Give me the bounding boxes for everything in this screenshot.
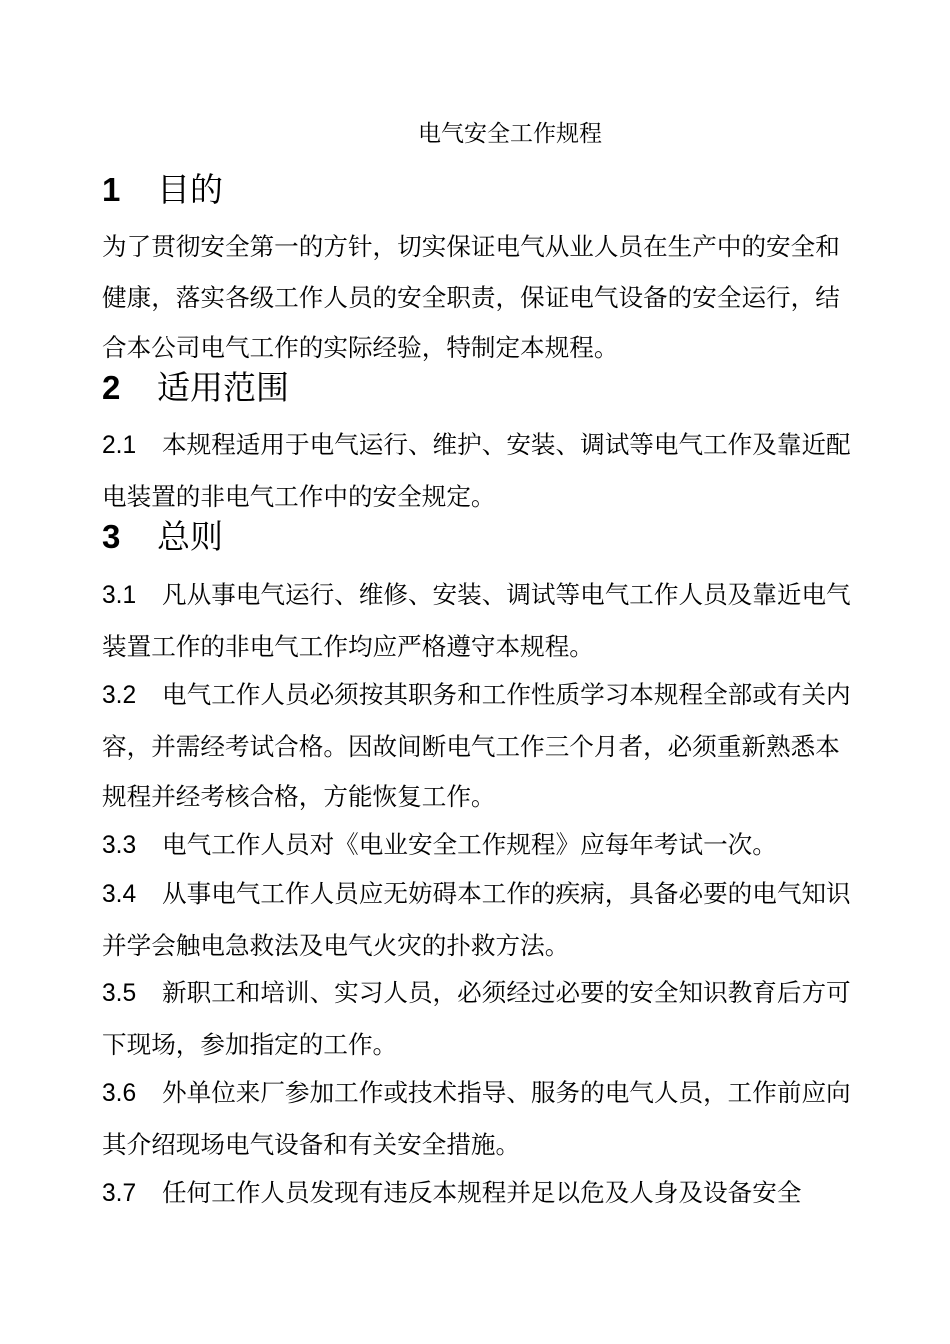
paragraph-text: 从事电气工作人员应无妨碍本工作的疾病，具备必要的电气知识并学会触电急救法及电气火灾的扑救方法。 [102,879,851,960]
paragraph-3-1 [102,570,862,672]
paragraph-text: 任何工作人员发现有违反本规程并足以危及人身及设备安全 [162,1178,802,1207]
paragraph-3-3 [102,820,862,872]
paragraph-text: 凡从事电气运行、维修、安装、调试等电气工作人员及靠近电气装置工作的非电气工作均应严格遵守本规程。 [102,580,851,661]
section-heading-1 [102,168,223,212]
section-title: 目的 [157,170,223,209]
paragraph-2-1 [102,420,862,522]
paragraph-1-intro [102,222,862,374]
paragraph-3-5 [102,968,862,1070]
section-heading-3 [102,515,223,559]
paragraph-number: 3.2 [102,682,137,709]
paragraph-3-2 [102,670,862,823]
paragraph-number: 3.6 [102,1080,137,1107]
paragraph-3-6 [102,1068,862,1170]
paragraph-number: 3.5 [102,980,137,1007]
paragraph-text: 新职工和培训、实习人员，必须经过必要的安全知识教育后方可下现场，参加指定的工作。 [102,978,851,1059]
section-number: 2 [102,369,121,406]
section-title: 总则 [157,517,223,556]
paragraph-number: 3.3 [102,832,137,859]
section-number: 3 [102,518,121,555]
section-title: 适用范围 [157,368,289,407]
page-title: 电气安全工作规程 [418,121,602,147]
paragraph-number: 3.1 [102,582,137,609]
paragraph-text: 电气工作人员必须按其职务和工作性质学习本规程全部或有关内容，并需经考试合格。因故间断电气工作三个月者，必须重新熟悉本规程并经考核合格，方能恢复工作。 [102,680,851,811]
paragraph-3-4 [102,869,862,971]
section-number: 1 [102,171,121,208]
paragraph-number: 3.4 [102,881,137,908]
section-heading-2 [102,366,289,410]
paragraph-number: 2.1 [102,432,137,459]
paragraph-3-7 [102,1168,862,1220]
paragraph-text: 外单位来厂参加工作或技术指导、服务的电气人员，工作前应向其介绍现场电气设备和有关安全措施。 [102,1078,851,1159]
paragraph-text: 本规程适用于电气运行、维护、安装、调试等电气工作及靠近配电装置的非电气工作中的安全规定。 [102,430,851,511]
paragraph-text: 为了贯彻安全第一的方针，切实保证电气从业人员在生产中的安全和健康，落实各级工作人员的安全职责，保证电气设备的安全运行，结合本公司电气工作的实际经验，特制定本规程。 [102,232,840,362]
paragraph-number: 3.7 [102,1180,137,1207]
paragraph-text: 电气工作人员对《电业安全工作规程》应每年考试一次。 [162,830,777,859]
